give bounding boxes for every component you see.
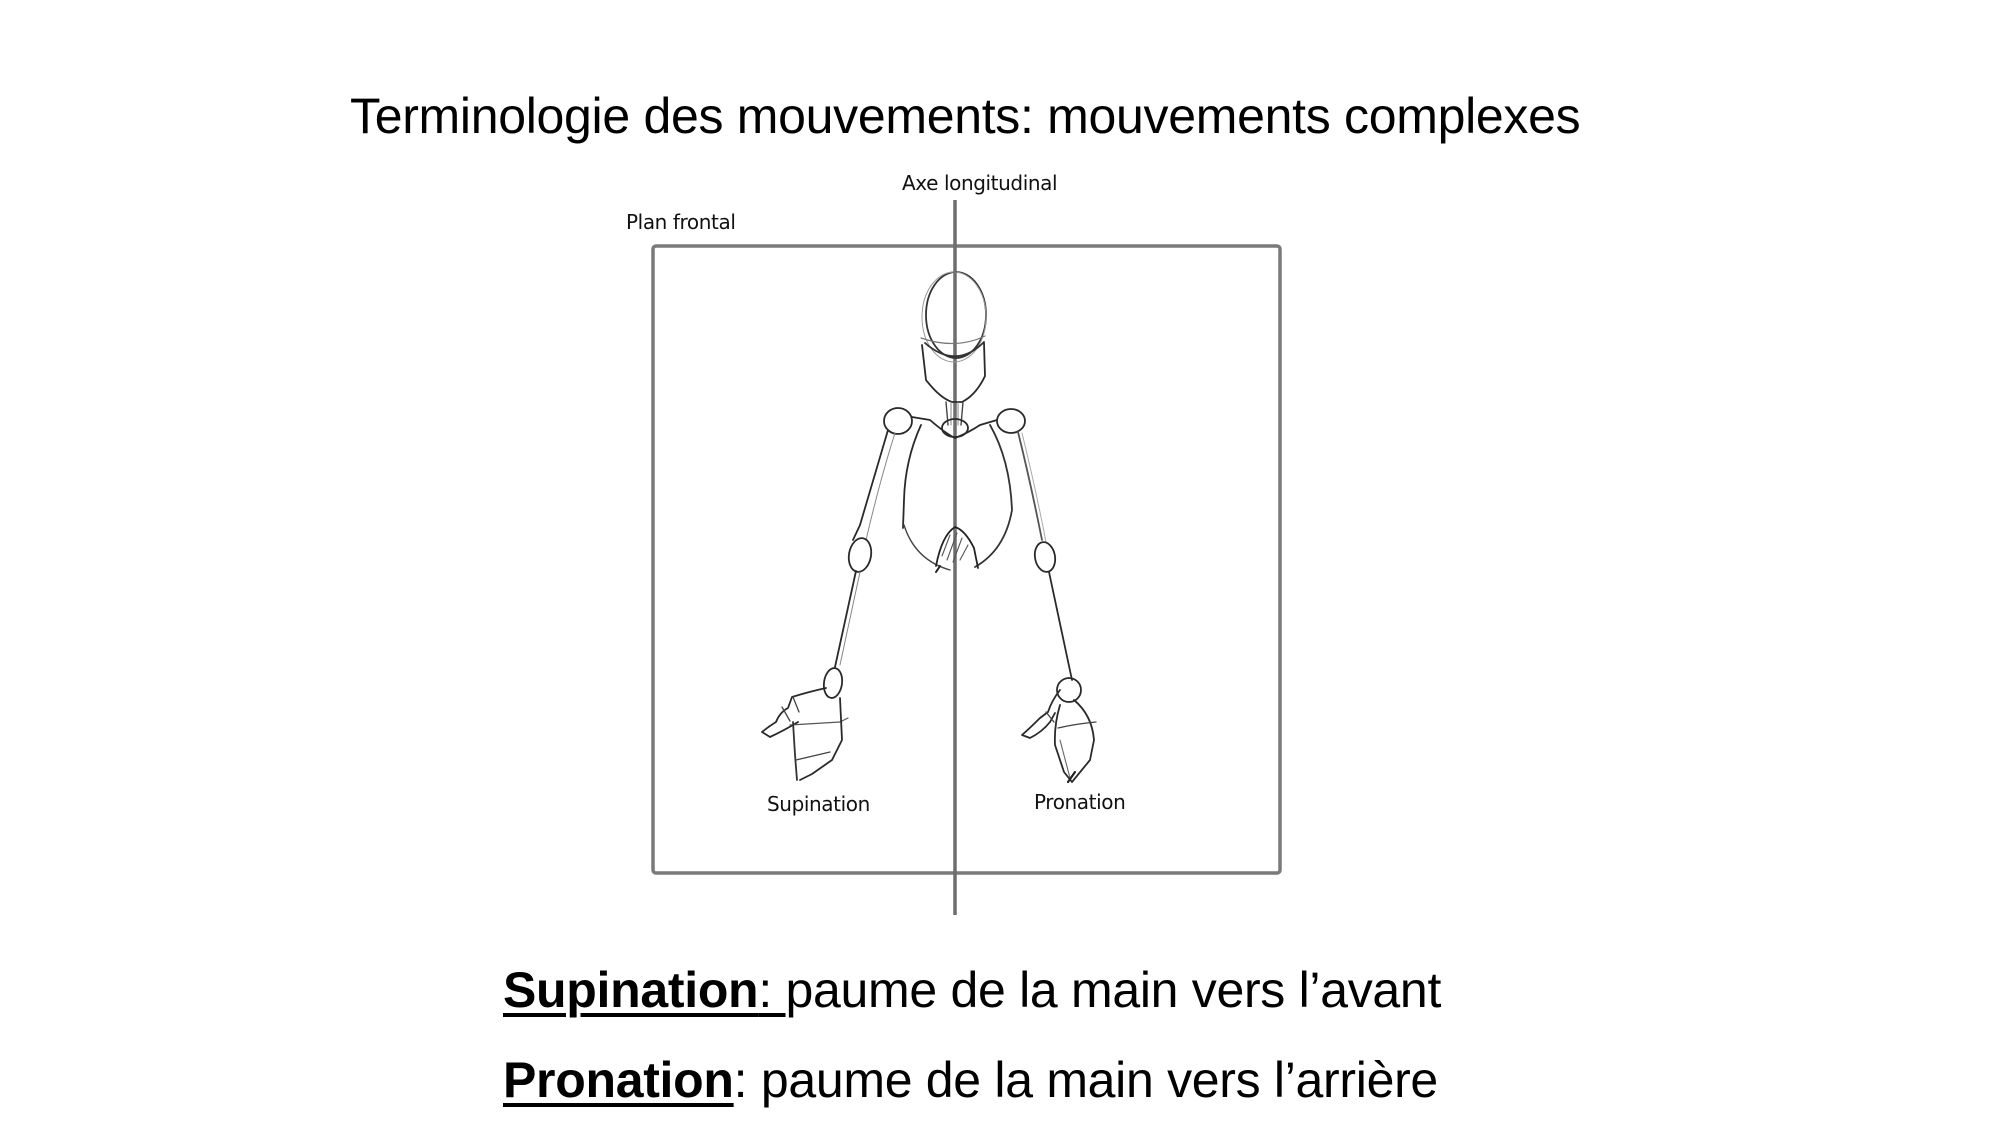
definition-separator: : [758,962,786,1018]
definition-text: paume de la main vers l’arrière [760,1052,1438,1108]
definition-supination [503,960,1441,1020]
definition-term: Pronation [503,1052,734,1108]
slide-title: Terminologie des mouvements: mouvements complexes [350,88,1581,144]
frontal-plane-label: Plan frontal [626,210,736,234]
pronation-hand-sketch [1022,678,1096,782]
longitudinal-axis-label: Axe longitudinal [902,171,1058,195]
skeleton-sketch [762,272,1096,782]
supination-figure-label: Supination [767,792,870,816]
definition-pronation [503,1050,1438,1110]
supination-hand-sketch [762,667,848,780]
definition-separator: : [733,1052,761,1108]
pronation-figure-label: Pronation [1034,790,1126,814]
definition-term: Supination [503,962,759,1018]
right-arm [1018,432,1072,680]
definition-text: paume de la main vers l’avant [785,962,1442,1018]
left-arm [835,430,895,667]
frontal-plane-frame [653,246,1280,873]
ribcage [903,425,1012,572]
